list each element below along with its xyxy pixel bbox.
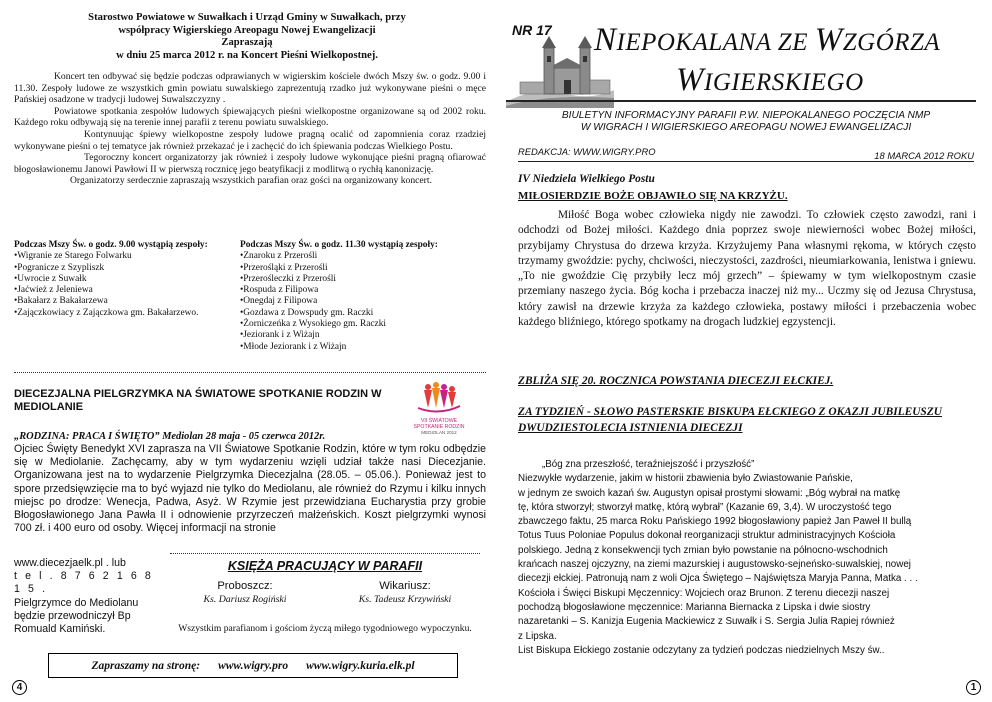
masthead-line-2: WIGIERSKIEGO xyxy=(676,62,864,98)
pastoral-letter-heading: ZA TYDZIEŃ - SŁOWO PASTERSKIE BISKUPA EŁCKIEGO Z OKAZJI JUBILEUSZU DWUDZIESTOLECIA ISTNIENIA DIECEZJI xyxy=(518,406,942,434)
logo-swoosh xyxy=(418,406,460,412)
logo-figure xyxy=(432,388,440,408)
church-window xyxy=(583,56,587,62)
issue-number: NR 17 xyxy=(512,22,552,38)
right-page xyxy=(496,0,992,702)
concert-heading: Starostwo Powiatowe w Suwałkach i Urząd Gminy w Suwałkach, przy współpracy Wigierskiego Areopagu Nowej Ewangelizacji Zapraszają w dniu 25 marca 2012 r. na Koncert Pieśni Wielkopostnej. xyxy=(88,12,406,61)
history-quote: „Bóg zna przeszłość, teraźniejszość i przyszłość” xyxy=(542,459,755,470)
greeting-text: Wszystkim parafianom i gościom życzą miłego tygodniowego wypoczynku. xyxy=(178,623,472,634)
list-item: •Onegdaj z Filipowa xyxy=(240,296,318,307)
pilgrimage-subtitle: „RODZINA: PRACA I ŚWIĘTO” Mediolan 28 maja - 05 czerwca 2012r. xyxy=(14,431,326,442)
logo-head xyxy=(441,384,447,390)
groups-1130-title: Podczas Mszy Św. o godz. 11.30 wystąpią zespoły: xyxy=(240,240,438,250)
list-item: •Uwrocie z Suwałk xyxy=(14,273,87,284)
church-door xyxy=(564,80,571,94)
pilgrimage-title: DIECEZJALNA PIELGRZYMKA NA ŚWIATOWE SPOTKANIE RODZIN W MEDIOLANIE xyxy=(14,388,382,413)
sunday-heading: IV Niedziela Wielkiego Postu xyxy=(518,173,655,185)
issue-date: 18 MARCA 2012 ROKU xyxy=(874,150,974,161)
priests-title: KSIĘŻA PRACUJĄCY W PARAFII xyxy=(227,559,423,573)
concert-text xyxy=(14,71,486,187)
pastor-role: Proboszcz: xyxy=(217,580,273,592)
list-item: •Zajączkowiacy z Zajączkowa gm. Bakałarzewo. xyxy=(14,307,199,318)
vicar-name: Ks. Tadeusz Krzywiński xyxy=(358,594,452,605)
pastor-block xyxy=(170,580,320,605)
church-tower xyxy=(580,48,590,94)
mercy-text: Miłość Boga wobec człowieka nigdy nie zawodzi. To człowiek często zawodzi, rani i odchodzi od Bożej miłości. Każdego dnia poprzez swoje niewierności wobec Bożej miłości, przybijamy Chrystusa do drzewa krzyża. Krzyżujemy Pana własnymi rękoma, w których często trzymamy gwoździe: pychy, chciwości, nieczystości, zazdrości, nieumiarkowania, lenistwa i gniewu. „To nie gwoździe Cię przybiły lecz mój grzech” – śpiewamy w tym wielkopostnym czasie przemiany naszego życia. Bóg kocha i przebacza inaczej niż my... Uczmy się od Jezusa Chrystusa, który zawisł na drzewie krzyża za każdego człowieka, postawy miłości i przebaczenia wobec każdego bliźniego, którego spotkamy na drogach ludzkiej egzystencji. xyxy=(518,209,976,329)
list-item: •Jeziorank i z Wiżajn xyxy=(240,330,320,341)
list-item: •Pogranicze z Szypliszk xyxy=(14,262,105,273)
logo-head xyxy=(449,386,455,392)
logo-text: MEDIOLAN 2012 xyxy=(421,430,457,435)
bulletin-subtitle: BIULETYN INFORMACYJNY PARAFII P.W. NIEPOKALANEGO POCZĘCIA NMP W WIGRACH I WIGIERSKIEGO AREOPAGU NOWEJ EWANGELIZACJI xyxy=(561,110,931,134)
pilgrimage-contact: www.diecezjaelk.pl . lub t e l . 8 7 6 2 1 6 8 1 5 . Pielgrzymce do Mediolanu będzie przewodniczył Bp Romuald Kamiński. xyxy=(14,557,164,636)
mercy-title: MIŁOSIERDZIE BOŻE OBJAWIŁO SIĘ NA KRZYŻU. xyxy=(518,190,788,202)
logo-figure xyxy=(424,390,432,408)
jubilee-heading: ZBLIŻA SIĘ 20. ROCZNICA POWSTANIA DIECEZJI EŁCKIEJ. xyxy=(518,375,834,387)
church-tower xyxy=(544,48,554,94)
concert-paragraph: Organizatorzy serdecznie zapraszają wszystkich parafian oraz gości na organizowany koncert. xyxy=(70,175,432,187)
diocese-link[interactable]: www.diecezjaelk.pl . lub xyxy=(14,557,126,569)
vicar-block xyxy=(330,580,480,605)
church-window xyxy=(547,56,551,62)
masthead-rule xyxy=(506,100,976,102)
list-item: •Przerośleczki z Przerośli xyxy=(240,273,336,284)
list-item: •Młode Jeziorank i z Wiżajn xyxy=(240,341,347,352)
groups-900-list xyxy=(14,240,234,319)
list-item: •Znaroku z Przerośli xyxy=(240,251,318,262)
masthead-line-1: NIEPOKALANA ZE WZGÓRZA xyxy=(594,22,941,58)
list-item: •Rospuda z Filipowa xyxy=(240,285,319,296)
list-item: •Gozdawa z Dowspudy gm. Raczki xyxy=(240,307,374,318)
list-item: •Żorniczeńka z Wysokiego gm. Raczki xyxy=(240,319,386,330)
concert-paragraph: Tegoroczny koncert organizatorzy jak również i zespoły ludowe wykonujące pieśni pragną ofiarować błogosławionemu Janowi Pawłowi II w pierwszą rocznicę jego beatyfikacji z modlitwą o rychłą kanonizację. xyxy=(14,152,486,175)
concert-paragraph: Kontynuując śpiewy wielkopostne zespoły ludowe pragną ocalić od zapomnienia coraz rzadziej wykonywane pieśni o tej tematyce jak również przekazać je i zachęcić do ich śpiewania podczas Wielkiego Postu. xyxy=(14,128,486,152)
world-meeting-families-logo xyxy=(402,382,476,438)
list-item: •Wigranie ze Starego Folwarku xyxy=(14,251,132,262)
logo-head xyxy=(433,382,439,388)
pastor-name: Ks. Dariusz Rogiński xyxy=(203,594,287,605)
logo-text: VII ŚWIATOWE xyxy=(420,418,458,424)
concert-paragraph: Powiatowe spotkania zespołów ludowych śpiewających pieśni wielkopostne organizowane są od 2002 roku. Każdego roku odbywają się na terenie innej parafii z terenu powiatu suwalskiego. xyxy=(14,105,486,129)
logo-head xyxy=(425,384,431,390)
side-building xyxy=(590,80,610,94)
curia-website-link[interactable]: www.wigry.kuria.elk.pl xyxy=(306,659,415,672)
phone-number: t e l . 8 7 6 2 1 6 8 1 5 . xyxy=(14,570,154,596)
diocese-history-text: „Bóg zna przeszłość, teraźniejszość i przyszłość” Niezwykłe wydarzenie, jakim w historii zbawienia było Zwiastowanie Pańskie, w jednym ze swoich kazań św. Augustyn opisał prostymi słowami: „Bóg wybrał na matkę tę, która stworzył; stworzył matkę, którą wybrał” (Kazanie 69, 3,4). W uroczystość tego zbawczego faktu, 25 marca Roku Pańskiego 1992 błogosławiony papież Jan Paweł II bullą Totus Tuus Poloniae Populus dokonał reorganizacji struktur administracyjnych Kościoła polskiego. Jedną z konsekwencji tych zmian było powstanie na północno-wschodnich krańcach naszej ojczyzny, na ziemi mazurskiej i augustowsko-sejneńsko-suwalskiej, nowej diecezji ełckiej. Patronują nam z woli Ojca Świętego – Najświętsza Maryja Panna, Matka . . . Kościoła i Święci Biskupi Męczennicy: Wojciech oraz Brunon. Z terenu diecezji naszej pochodzą błogosławione męczennice: Marianna Biernacka z Lipska i dwie siostry nazaretanki – S. Kanizja Eugenia Mackiewicz z Suwałk i S. Sergia Julia Rapiej również z Lipska. List Biskupa Ełckiego zostanie odczytany za tydzień podczas niedzielnych Mszy św.. xyxy=(518,458,978,658)
dotted-divider xyxy=(14,372,486,373)
pilgrimage-text: Ojciec Święty Benedykt XVI zaprasza na VII Światowe Spotkanie Rodzin, które w tym roku odbędzie się w Mediolanie. Zachęcamy, aby w tym wydarzeniu wzięli udział także nasi Diecezjanie. Organizowana jest na to wydarzenie Pielgrzymka Diecezjalna (28.05. – 05.06.). Ponieważ jest to spore przedsięwzięcie ma to być wyjazd nie tylko do Mediolanu, ale również do Rzymu i kilku innych miejsc po drodze: Wenecja, Padwa, Asyż. W Rzymie jest przewidziana Eucharystia przy grobie Błogosławionego Jana Pawła II i odnowienie przyrzeczeń małżeńskich. Koszt pielgrzymki wynosi 700 zł. i 400 euro od osoby. Więcej informacji na stronie xyxy=(14,443,486,535)
concert-paragraph: Koncert ten odbywać się będzie podczas odprawianych w wigierskim kościele dwóch Mszy św. o godz. 9.00 i 11.30. Zespoły ludowe ze wszystkich gmin powiatu suwalskiego zaprezentują rzadko już wykonywane pieśni o męce Pańskiej osadzone w tradycji ludowej Suwalszczyzny . xyxy=(14,71,486,106)
vicar-role: Wikariusz: xyxy=(379,580,431,592)
editorial-link[interactable]: REDAKCJA: WWW.WIGRY.PRO xyxy=(518,146,656,157)
list-item: •Jaćwież z Jeleniewa xyxy=(14,285,93,296)
logo-figure xyxy=(448,392,456,408)
dotted-divider xyxy=(170,553,480,554)
side-building xyxy=(520,82,544,94)
page-number: 1 xyxy=(966,680,981,695)
page-number: 4 xyxy=(12,680,27,695)
tower-cap xyxy=(578,36,592,48)
website-footer xyxy=(48,653,458,678)
groups-1130-list xyxy=(240,240,480,353)
groups-900-title: Podczas Mszy Św. o godz. 9.00 wystąpią zespoły: xyxy=(14,240,208,250)
list-item: •Bakałarz z Bakałarzewa xyxy=(14,296,108,307)
logo-figure xyxy=(440,390,448,408)
parish-website-link[interactable]: www.wigry.pro xyxy=(218,659,289,672)
logo-text: SPOTKANIE RODZIN xyxy=(413,424,465,430)
header-rule xyxy=(518,161,974,162)
list-item: •Przerośląki z Przerośli xyxy=(240,262,328,273)
footer-label: Zapraszamy na stronę: xyxy=(91,659,201,672)
